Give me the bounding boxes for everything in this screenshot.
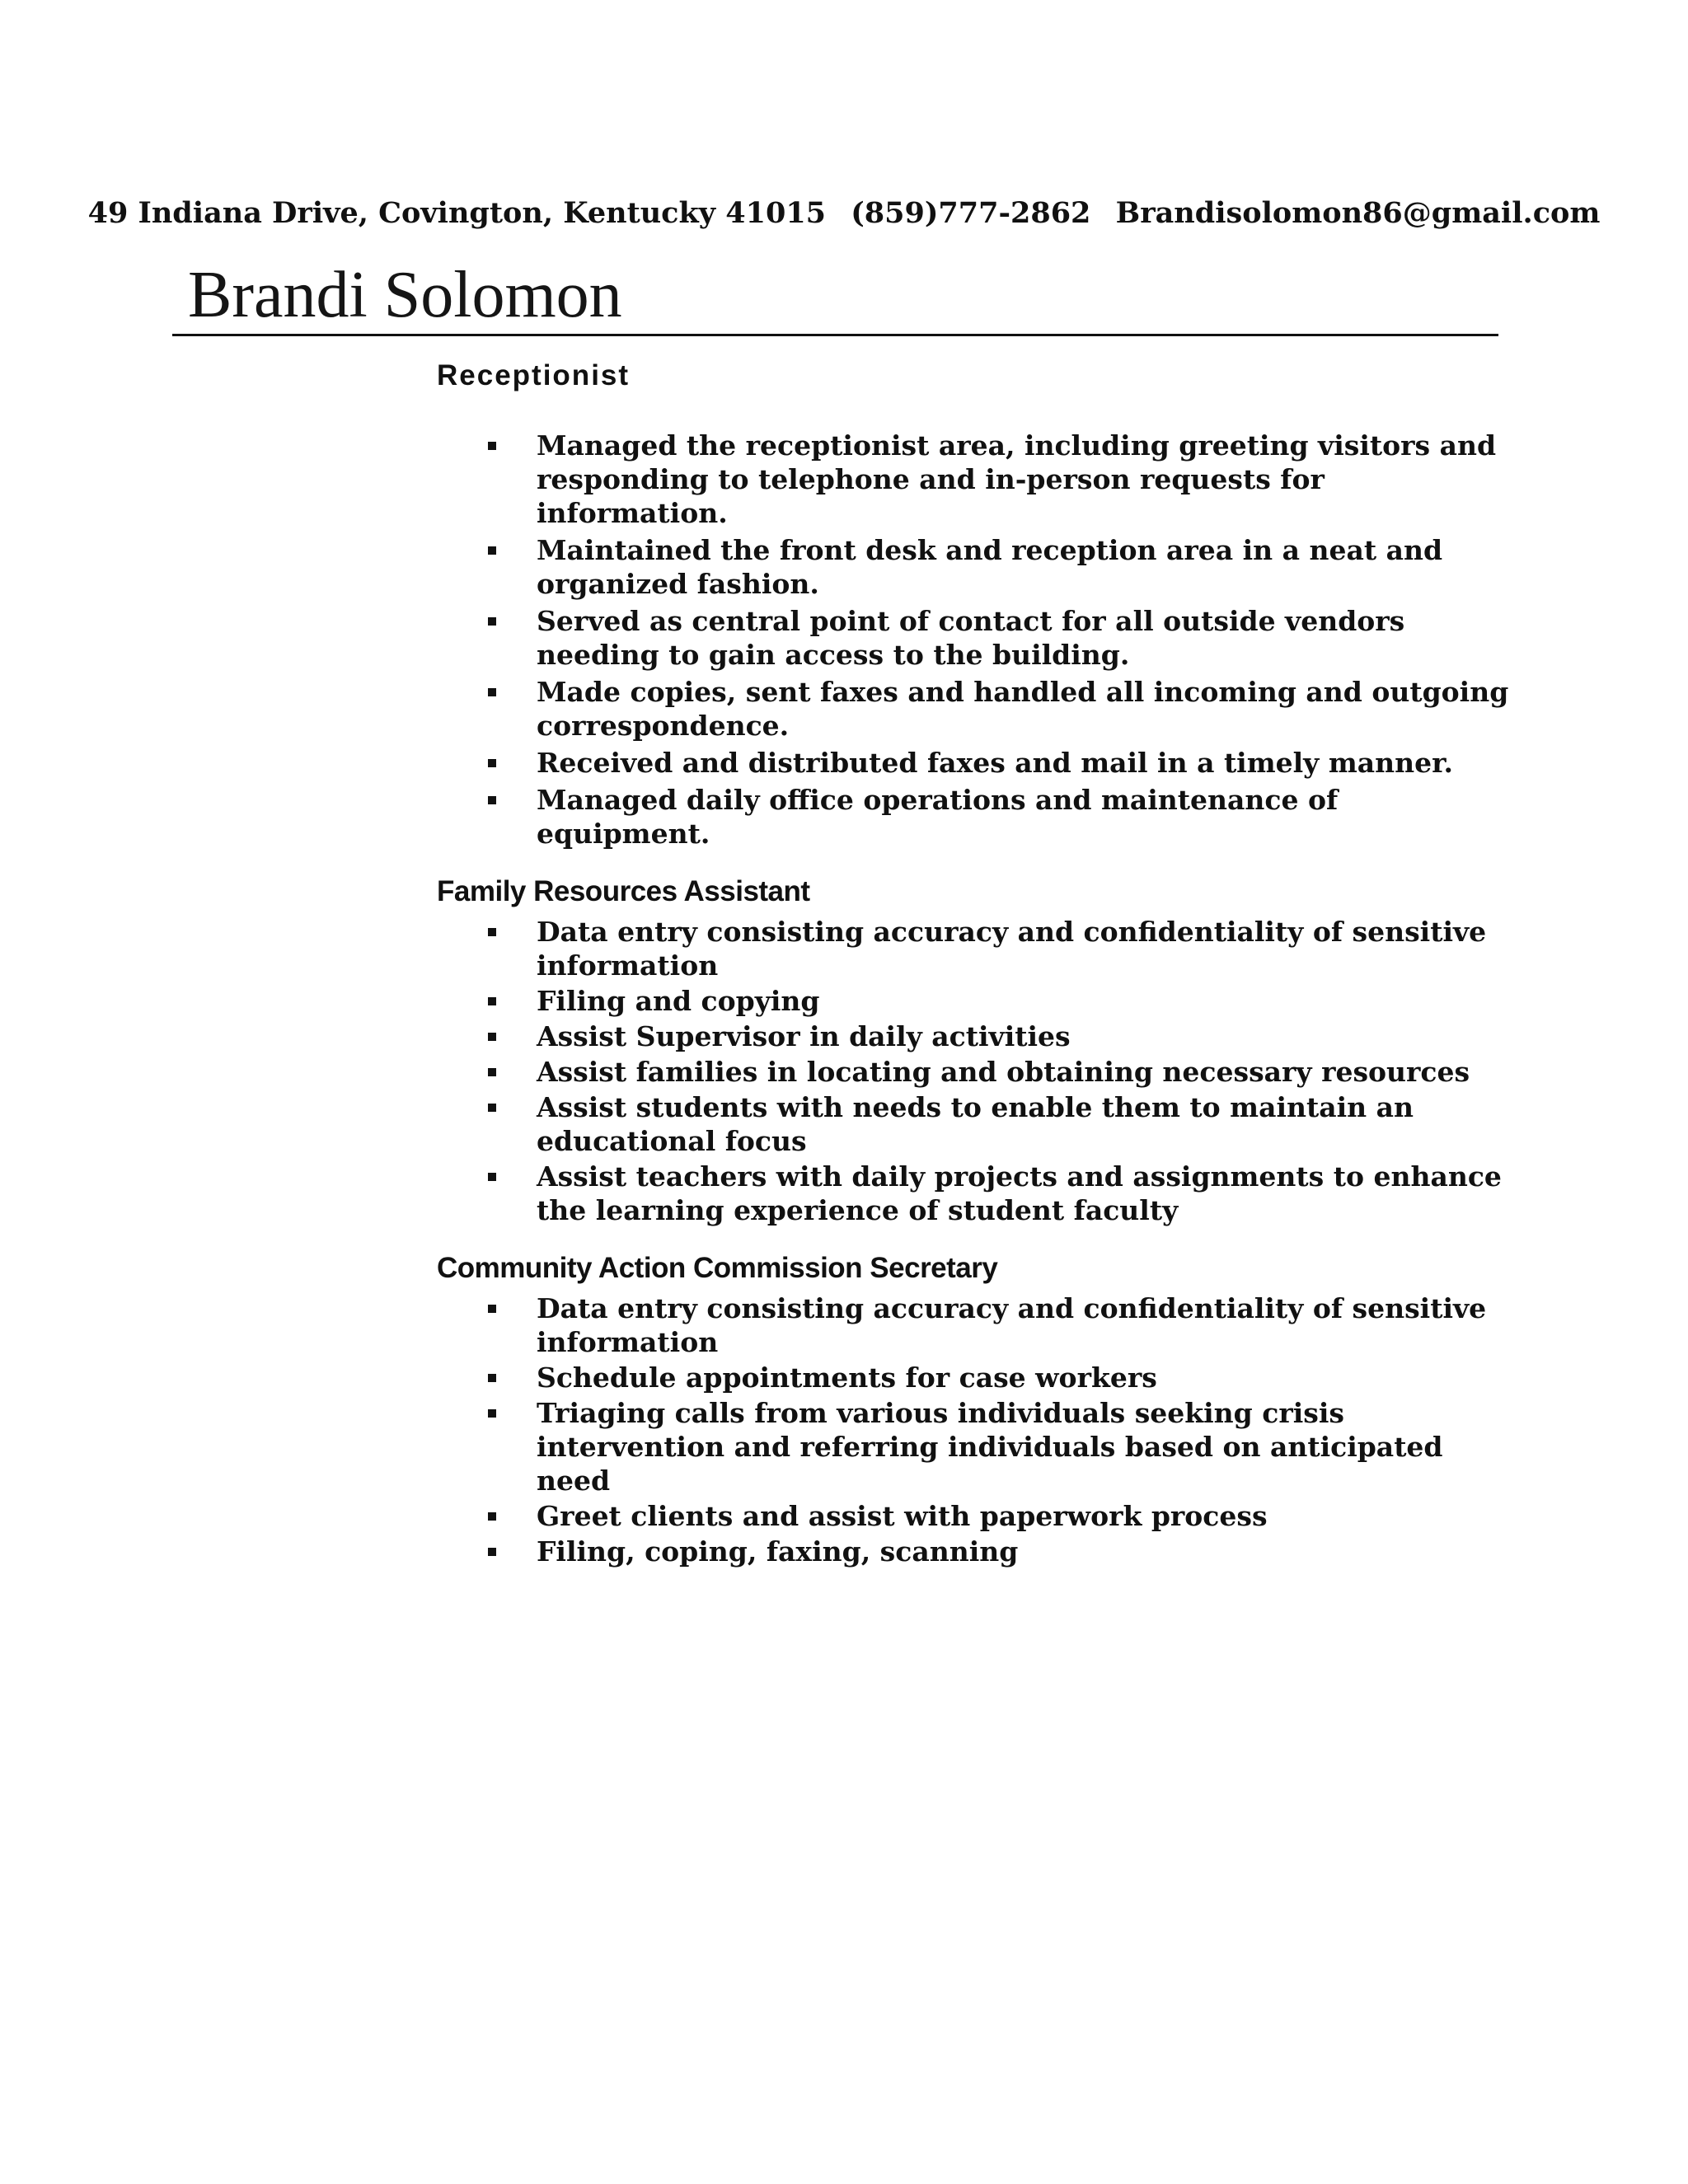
- list-item: [437, 1019, 1517, 1053]
- square-bullet-icon: [488, 1409, 496, 1418]
- experience-section: [437, 359, 1508, 1570]
- list-item: [437, 1361, 1517, 1394]
- list-item: [437, 1291, 1517, 1359]
- list-item: [437, 746, 1517, 780]
- duty-text: Schedule appointments for case workers: [537, 1361, 1157, 1394]
- duty-text: Assist Supervisor in daily activities: [537, 1020, 1071, 1052]
- duty-text: Served as central point of contact for all outside vendors needing to gain access to the building.: [537, 605, 1405, 671]
- job-family-resources-assistant: [437, 875, 1508, 1227]
- duty-list: [437, 915, 1508, 1227]
- list-item: [437, 984, 1517, 1018]
- job-title: Family Resources Assistant: [437, 875, 810, 907]
- square-bullet-icon: [488, 928, 496, 936]
- applicant-name: Brandi Solomon: [188, 259, 622, 331]
- contact-email: Brandisolomon86@gmail.com: [1115, 196, 1601, 230]
- duty-text: Managed the receptionist area, including greeting visitors and responding to telephone and in-person requests for information.: [537, 429, 1497, 529]
- list-item: [437, 915, 1517, 982]
- square-bullet-icon: [488, 1173, 496, 1181]
- list-item: [437, 1499, 1517, 1533]
- duty-list: [437, 1291, 1508, 1568]
- list-item: [437, 1090, 1517, 1158]
- duty-text: Assist teachers with daily projects and assignments to enhance the learning experience of student faculty: [537, 1160, 1502, 1226]
- square-bullet-icon: [488, 442, 496, 450]
- list-item: [437, 1055, 1517, 1089]
- duty-text: Data entry consisting accuracy and confidentiality of sensitive information: [537, 1292, 1487, 1358]
- square-bullet-icon: [488, 1068, 496, 1076]
- list-item: [437, 533, 1517, 601]
- square-bullet-icon: [488, 688, 496, 696]
- contact-line: [0, 196, 1688, 230]
- list-item: [437, 1160, 1517, 1227]
- job-receptionist: [437, 359, 1508, 851]
- duty-text: Assist students with needs to enable them to maintain an educational focus: [537, 1091, 1414, 1157]
- duty-text: Data entry consisting accuracy and confidentiality of sensitive information: [537, 916, 1487, 982]
- square-bullet-icon: [488, 617, 496, 626]
- duty-text: Made copies, sent faxes and handled all incoming and outgoing correspondence.: [537, 676, 1509, 742]
- duty-text: Triaging calls from various individuals seeking crisis intervention and referring individuals based on anticipated need: [537, 1397, 1443, 1497]
- job-title: Receptionist: [437, 359, 631, 391]
- square-bullet-icon: [488, 1104, 496, 1112]
- contact-phone: (859)777-2862: [851, 196, 1091, 230]
- duty-text: Filing, coping, faxing, scanning: [537, 1535, 1019, 1568]
- job-title: Community Action Commission Secretary: [437, 1252, 998, 1284]
- duty-text: Assist families in locating and obtaining necessary resources: [537, 1056, 1470, 1088]
- contact-address: 49 Indiana Drive, Covington, Kentucky 41015: [87, 196, 827, 230]
- list-item: [437, 783, 1517, 851]
- duty-text: Received and distributed faxes and mail in a timely manner.: [537, 747, 1453, 779]
- list-item: [437, 1535, 1517, 1568]
- duty-text: Managed daily office operations and maintenance of equipment.: [537, 784, 1339, 850]
- square-bullet-icon: [488, 759, 496, 767]
- list-item: [437, 675, 1517, 743]
- list-item: [437, 604, 1517, 672]
- square-bullet-icon: [488, 997, 496, 1005]
- duty-text: Filing and copying: [537, 985, 820, 1017]
- duty-list: [437, 429, 1508, 851]
- duty-text: Maintained the front desk and reception area in a neat and organized fashion.: [537, 534, 1443, 600]
- square-bullet-icon: [488, 1374, 496, 1382]
- list-item: [437, 1396, 1517, 1497]
- square-bullet-icon: [488, 546, 496, 555]
- duty-text: Greet clients and assist with paperwork process: [537, 1500, 1268, 1532]
- square-bullet-icon: [488, 796, 496, 804]
- square-bullet-icon: [488, 1512, 496, 1521]
- square-bullet-icon: [488, 1548, 496, 1556]
- list-item: [437, 429, 1517, 530]
- square-bullet-icon: [488, 1033, 496, 1041]
- job-community-action-secretary: [437, 1252, 1508, 1568]
- header-divider: [172, 334, 1498, 336]
- square-bullet-icon: [488, 1305, 496, 1313]
